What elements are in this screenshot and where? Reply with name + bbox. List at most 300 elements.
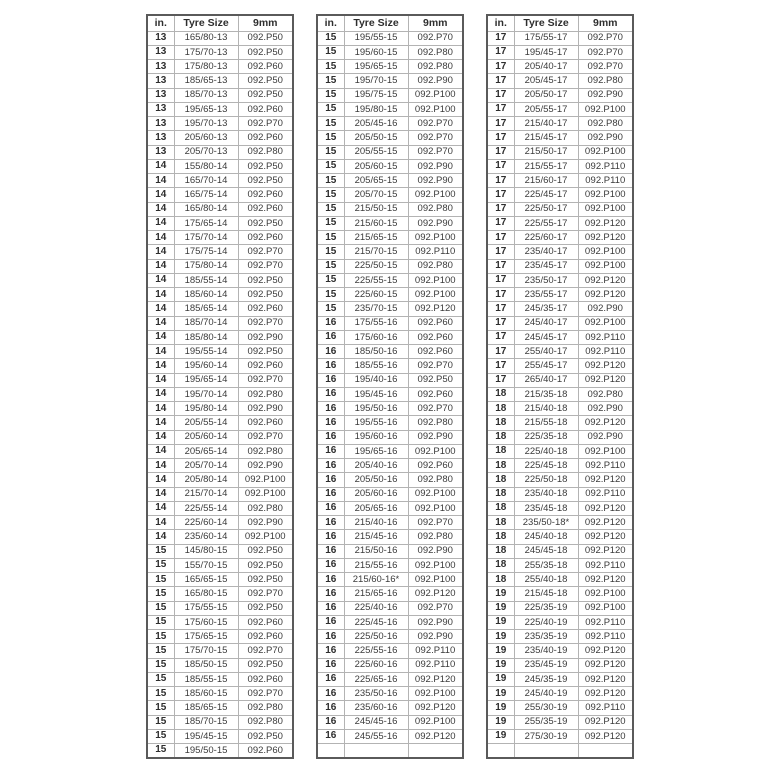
table-row (147, 387, 293, 401)
tyre-size-cell: 225/50-18 (514, 473, 578, 487)
tyre-size-cell: 205/65-15 (344, 174, 408, 188)
tyre-size-cell: 215/45-16 (344, 530, 408, 544)
table-row (147, 687, 293, 701)
inch-cell: 15 (317, 45, 344, 59)
table-row (487, 501, 633, 515)
column-header-in: in. (487, 15, 514, 31)
inch-cell: 16 (317, 544, 344, 558)
tyre-size-cell: 185/65-15 (174, 701, 238, 715)
tyre-size-cell: 195/65-16 (344, 444, 408, 458)
table-row (147, 316, 293, 330)
table-row (147, 302, 293, 316)
inch-cell: 16 (317, 473, 344, 487)
inch-cell: 17 (487, 359, 514, 373)
table-row (147, 102, 293, 116)
tyre-size-cell: 225/40-19 (514, 615, 578, 629)
product-code-cell: 092.P80 (578, 117, 633, 131)
tyre-size-cell: 195/55-14 (174, 345, 238, 359)
tyre-size-cell: 165/80-13 (174, 31, 238, 45)
inch-cell: 15 (317, 216, 344, 230)
table-row (147, 644, 293, 658)
tyre-size-cell: 205/70-13 (174, 145, 238, 159)
tyre-size-cell: 215/70-15 (344, 245, 408, 259)
table-row (147, 544, 293, 558)
table-row (317, 330, 463, 344)
table-row (317, 715, 463, 729)
table-row (487, 102, 633, 116)
table-row (487, 672, 633, 686)
tyre-size-cell: 205/80-14 (174, 473, 238, 487)
tyre-size-cell: 205/50-15 (344, 131, 408, 145)
tyre-size-cell: 235/50-16 (344, 687, 408, 701)
tyre-size-cell: 165/80-14 (174, 202, 238, 216)
table-row (147, 202, 293, 216)
product-code-cell: 092.P50 (238, 658, 293, 672)
inch-cell: 16 (317, 644, 344, 658)
inch-cell: 15 (147, 658, 174, 672)
tyre-size-cell: 205/60-13 (174, 131, 238, 145)
inch-cell: 17 (487, 188, 514, 202)
inch-cell: 13 (147, 88, 174, 102)
table-row (147, 587, 293, 601)
table-row (487, 359, 633, 373)
tyre-size-cell: 225/35-19 (514, 601, 578, 615)
inch-cell: 16 (317, 430, 344, 444)
inch-cell: 13 (147, 117, 174, 131)
table-row (317, 416, 463, 430)
inch-cell: 16 (317, 672, 344, 686)
product-code-cell: 092.P70 (408, 31, 463, 45)
table-row (487, 330, 633, 344)
table-row (487, 74, 633, 88)
inch-cell: 14 (147, 316, 174, 330)
product-code-cell: 092.P100 (408, 288, 463, 302)
tyre-size-cell: 235/40-17 (514, 245, 578, 259)
table-row (487, 202, 633, 216)
table-row (487, 544, 633, 558)
table-row (487, 131, 633, 145)
tyre-size-cell: 205/50-16 (344, 473, 408, 487)
tyre-size-cell: 185/60-14 (174, 288, 238, 302)
inch-cell: 17 (487, 145, 514, 159)
table-row (487, 273, 633, 287)
inch-cell: 15 (317, 31, 344, 45)
tyre-size-cell: 185/55-16 (344, 359, 408, 373)
product-code-cell: 092.P110 (578, 174, 633, 188)
table-row (317, 359, 463, 373)
table-row (147, 359, 293, 373)
product-code-cell: 092.P70 (238, 259, 293, 273)
table-header-row (147, 15, 293, 31)
table-header-row (317, 15, 463, 31)
product-code-cell: 092.P50 (238, 601, 293, 615)
product-code-cell: 092.P80 (408, 530, 463, 544)
inch-cell: 18 (487, 416, 514, 430)
inch-cell: 17 (487, 316, 514, 330)
table-row (487, 516, 633, 530)
inch-cell: 14 (147, 501, 174, 515)
inch-cell: 15 (317, 131, 344, 145)
tyre-size-cell: 215/60-16* (344, 573, 408, 587)
product-code-cell: 092.P80 (238, 501, 293, 515)
product-code-cell: 092.P80 (238, 715, 293, 729)
inch-cell: 15 (317, 188, 344, 202)
table-row (147, 345, 293, 359)
tyre-size-cell: 175/80-13 (174, 60, 238, 74)
tyre-size-cell: 245/35-17 (514, 302, 578, 316)
tyre-size-cell: 215/65-16 (344, 587, 408, 601)
inch-cell: 14 (147, 330, 174, 344)
product-code-cell: 092.P90 (408, 216, 463, 230)
inch-cell: 15 (317, 231, 344, 245)
tyre-size-cell: 215/55-17 (514, 159, 578, 173)
tyre-size-cell: 195/65-15 (344, 60, 408, 74)
table-row (487, 316, 633, 330)
inch-cell: 16 (317, 729, 344, 743)
tyre-size-cell: 205/55-15 (344, 145, 408, 159)
inch-cell: 17 (487, 302, 514, 316)
table-row (147, 487, 293, 501)
tyre-size-table-1 (146, 14, 294, 759)
table-row (317, 45, 463, 59)
inch-cell: 14 (147, 245, 174, 259)
product-code-cell: 092.P60 (238, 60, 293, 74)
product-code-cell: 092.P100 (578, 188, 633, 202)
tyre-size-table-3 (486, 14, 634, 759)
tyre-size-cell: 275/30-19 (514, 729, 578, 743)
product-code-cell: 092.P70 (238, 430, 293, 444)
tyre-size-cell: 225/50-17 (514, 202, 578, 216)
product-code-cell: 092.P90 (238, 459, 293, 473)
tyre-size-cell: 225/35-18 (514, 430, 578, 444)
product-code-cell: 092.P120 (408, 701, 463, 715)
table-row (147, 715, 293, 729)
table-row (487, 459, 633, 473)
tyre-size-cell: 185/70-14 (174, 316, 238, 330)
tyre-size-cell: 205/70-15 (344, 188, 408, 202)
table-row (487, 658, 633, 672)
inch-cell: 13 (147, 131, 174, 145)
tyre-size-cell: 145/80-15 (174, 544, 238, 558)
product-code-cell: 092.P80 (408, 45, 463, 59)
product-code-cell: 092.P120 (578, 373, 633, 387)
product-code-cell: 092.P50 (408, 373, 463, 387)
table-row (147, 744, 293, 758)
product-code-cell: 092.P50 (238, 31, 293, 45)
tyre-size-cell: 215/50-17 (514, 145, 578, 159)
tyre-size-cell: 205/45-17 (514, 74, 578, 88)
product-code-cell: 092.P100 (578, 316, 633, 330)
inch-cell: 18 (487, 473, 514, 487)
inch-cell: 16 (317, 558, 344, 572)
tyre-size-cell: 195/55-16 (344, 416, 408, 430)
column-header-in: in. (317, 15, 344, 31)
product-code-cell: 092.P50 (238, 345, 293, 359)
table-row (317, 245, 463, 259)
column-header-9mm: 9mm (408, 15, 463, 31)
table-row (487, 231, 633, 245)
inch-cell: 16 (317, 687, 344, 701)
inch-cell: 16 (317, 530, 344, 544)
tyre-size-cell: 245/45-17 (514, 330, 578, 344)
table-row (147, 473, 293, 487)
product-code-cell: 092.P50 (238, 88, 293, 102)
inch-cell: 15 (147, 687, 174, 701)
tyre-size-cell: 245/40-19 (514, 687, 578, 701)
product-code-cell: 092.P60 (238, 302, 293, 316)
tyre-size-cell: 215/35-18 (514, 387, 578, 401)
product-code-cell: 092.P100 (408, 715, 463, 729)
product-code-cell: 092.P120 (408, 587, 463, 601)
product-code-cell: 092.P90 (408, 615, 463, 629)
inch-cell: 14 (147, 302, 174, 316)
product-code-cell: 092.P120 (578, 644, 633, 658)
table-row (487, 473, 633, 487)
tyre-size-cell: 245/40-17 (514, 316, 578, 330)
tyre-size-cell: 165/70-14 (174, 174, 238, 188)
inch-cell: 17 (487, 259, 514, 273)
tyre-size-cell: 255/30-19 (514, 701, 578, 715)
product-code-cell: 092.P50 (238, 288, 293, 302)
tyre-size-cell: 185/70-13 (174, 88, 238, 102)
table-row (147, 373, 293, 387)
table-row (317, 273, 463, 287)
inch-cell (317, 744, 344, 758)
table-row (317, 202, 463, 216)
product-code-cell: 092.P100 (578, 202, 633, 216)
product-code-cell: 092.P50 (238, 273, 293, 287)
table-row (317, 644, 463, 658)
product-code-cell: 092.P50 (238, 74, 293, 88)
product-code-cell: 092.P100 (578, 245, 633, 259)
inch-cell: 14 (147, 416, 174, 430)
inch-cell: 15 (147, 672, 174, 686)
tyre-size-cell: 225/60-15 (344, 288, 408, 302)
tyre-size-cell: 165/80-15 (174, 587, 238, 601)
inch-cell: 16 (317, 516, 344, 530)
table-row (317, 259, 463, 273)
product-code-cell: 092.P100 (408, 188, 463, 202)
inch-cell: 14 (147, 359, 174, 373)
tyre-size-cell: 235/60-16 (344, 701, 408, 715)
tyre-size-cell: 195/70-13 (174, 117, 238, 131)
tyre-size-cell: 215/40-16 (344, 516, 408, 530)
table-row (317, 216, 463, 230)
product-code-cell: 092.P70 (578, 45, 633, 59)
table-row (147, 444, 293, 458)
product-code-cell: 092.P100 (408, 444, 463, 458)
table-row (147, 501, 293, 515)
table-row (147, 630, 293, 644)
tyre-size-cell: 185/50-15 (174, 658, 238, 672)
product-code-cell: 092.P50 (238, 729, 293, 743)
product-code-cell: 092.P100 (578, 444, 633, 458)
tyre-size-cell: 255/40-18 (514, 573, 578, 587)
inch-cell: 16 (317, 658, 344, 672)
table-row (317, 744, 463, 758)
inch-cell: 17 (487, 245, 514, 259)
table-row (487, 45, 633, 59)
table-row (317, 430, 463, 444)
inch-cell: 14 (147, 373, 174, 387)
inch-cell: 16 (317, 402, 344, 416)
table-row (317, 373, 463, 387)
inch-cell: 18 (487, 544, 514, 558)
inch-cell: 15 (317, 159, 344, 173)
tyre-size-table-2 (316, 14, 464, 759)
tyre-size-cell: 215/45-18 (514, 587, 578, 601)
table-row (487, 444, 633, 458)
table-row (147, 516, 293, 530)
table-row (147, 231, 293, 245)
tyre-size-cell: 235/45-18 (514, 501, 578, 515)
inch-cell: 18 (487, 459, 514, 473)
product-code-cell: 092.P70 (408, 601, 463, 615)
table-row (317, 473, 463, 487)
table-row (317, 544, 463, 558)
inch-cell: 16 (317, 630, 344, 644)
table-row (147, 701, 293, 715)
product-code-cell: 092.P60 (238, 202, 293, 216)
column-header-9mm: 9mm (238, 15, 293, 31)
column-header-tyre-size: Tyre Size (514, 15, 578, 31)
product-code-cell: 092.P120 (578, 729, 633, 743)
product-code-cell: 092.P60 (408, 387, 463, 401)
table-row (487, 117, 633, 131)
inch-cell: 15 (317, 273, 344, 287)
product-code-cell: 092.P50 (238, 159, 293, 173)
inch-cell: 17 (487, 373, 514, 387)
tyre-size-cell: 255/45-17 (514, 359, 578, 373)
tyre-size-cell: 225/40-18 (514, 444, 578, 458)
product-code-cell: 092.P90 (408, 630, 463, 644)
tyre-size-cell: 195/50-15 (174, 744, 238, 758)
tyre-size-cell: 175/75-14 (174, 245, 238, 259)
inch-cell: 19 (487, 729, 514, 743)
table-row (147, 416, 293, 430)
tyre-size-cell: 195/40-16 (344, 373, 408, 387)
table-row (317, 402, 463, 416)
product-code-cell: 092.P70 (238, 373, 293, 387)
tyre-size-cell: 195/55-15 (344, 31, 408, 45)
tyre-size-cell: 155/70-15 (174, 558, 238, 572)
product-code-cell: 092.P120 (408, 729, 463, 743)
table-row (487, 302, 633, 316)
product-code-cell: 092.P100 (408, 102, 463, 116)
table-row (147, 729, 293, 743)
table-row (487, 416, 633, 430)
product-code-cell: 092.P100 (408, 558, 463, 572)
product-code-cell: 092.P100 (238, 530, 293, 544)
inch-cell: 14 (147, 487, 174, 501)
product-code-cell: 092.P110 (578, 701, 633, 715)
tyre-size-cell: 235/40-19 (514, 644, 578, 658)
product-code-cell: 092.P120 (578, 658, 633, 672)
inch-cell: 15 (317, 288, 344, 302)
tyre-size-cell: 205/65-16 (344, 501, 408, 515)
table-row (147, 530, 293, 544)
table-row (487, 387, 633, 401)
product-code-cell: 092.P80 (408, 202, 463, 216)
table-row (317, 558, 463, 572)
inch-cell: 15 (147, 615, 174, 629)
table-row (317, 316, 463, 330)
inch-cell: 14 (147, 288, 174, 302)
tyre-size-cell: 235/35-19 (514, 630, 578, 644)
table-row (317, 387, 463, 401)
product-code-cell: 092.P60 (238, 615, 293, 629)
tyre-size-cell: 215/60-15 (344, 216, 408, 230)
table-row (147, 273, 293, 287)
inch-cell: 14 (147, 174, 174, 188)
tyre-size-cell: 175/55-15 (174, 601, 238, 615)
product-code-cell: 092.P80 (408, 416, 463, 430)
tyre-size-cell: 205/60-16 (344, 487, 408, 501)
product-code-cell: 092.P110 (578, 630, 633, 644)
tyre-size-cell: 205/60-15 (344, 159, 408, 173)
inch-cell: 18 (487, 487, 514, 501)
tyre-size-cell: 205/60-14 (174, 430, 238, 444)
inch-cell: 17 (487, 273, 514, 287)
product-code-cell: 092.P100 (578, 145, 633, 159)
tyre-size-cell: 155/80-14 (174, 159, 238, 173)
table-row (317, 658, 463, 672)
table-row (317, 102, 463, 116)
table-row (147, 159, 293, 173)
tyre-size-cell: 235/40-18 (514, 487, 578, 501)
table-row (147, 174, 293, 188)
product-code-cell: 092.P60 (238, 630, 293, 644)
table-row (147, 672, 293, 686)
product-code-cell: 092.P90 (578, 430, 633, 444)
tyre-size-cell: 225/50-15 (344, 259, 408, 273)
product-code-cell: 092.P60 (238, 672, 293, 686)
table-row (487, 587, 633, 601)
tyre-size-cell: 245/45-16 (344, 715, 408, 729)
table-row (317, 288, 463, 302)
table-row (147, 430, 293, 444)
table-row (487, 430, 633, 444)
product-code-cell: 092.P110 (578, 159, 633, 173)
product-code-cell: 092.P50 (238, 45, 293, 59)
tyre-size-cell: 225/45-17 (514, 188, 578, 202)
inch-cell: 15 (147, 544, 174, 558)
tyre-size-cell: 205/55-17 (514, 102, 578, 116)
table-row (317, 117, 463, 131)
product-code-cell: 092.P120 (578, 573, 633, 587)
inch-cell: 18 (487, 530, 514, 544)
product-code-cell: 092.P120 (578, 473, 633, 487)
table-row (317, 687, 463, 701)
column-header-tyre-size: Tyre Size (174, 15, 238, 31)
product-code-cell: 092.P60 (238, 359, 293, 373)
inch-cell: 17 (487, 288, 514, 302)
table-row (317, 159, 463, 173)
product-code-cell: 092.P110 (578, 459, 633, 473)
product-code-cell (578, 744, 633, 758)
inch-cell: 16 (317, 359, 344, 373)
table-row (487, 259, 633, 273)
table-row (487, 216, 633, 230)
product-code-cell: 092.P60 (238, 744, 293, 758)
tyre-size-cell: 185/55-15 (174, 672, 238, 686)
tyre-size-cell: 175/55-16 (344, 316, 408, 330)
inch-cell: 15 (147, 744, 174, 758)
inch-cell (487, 744, 514, 758)
product-code-cell: 092.P70 (238, 587, 293, 601)
tyre-size-cell: 265/40-17 (514, 373, 578, 387)
product-code-cell: 092.P50 (238, 174, 293, 188)
